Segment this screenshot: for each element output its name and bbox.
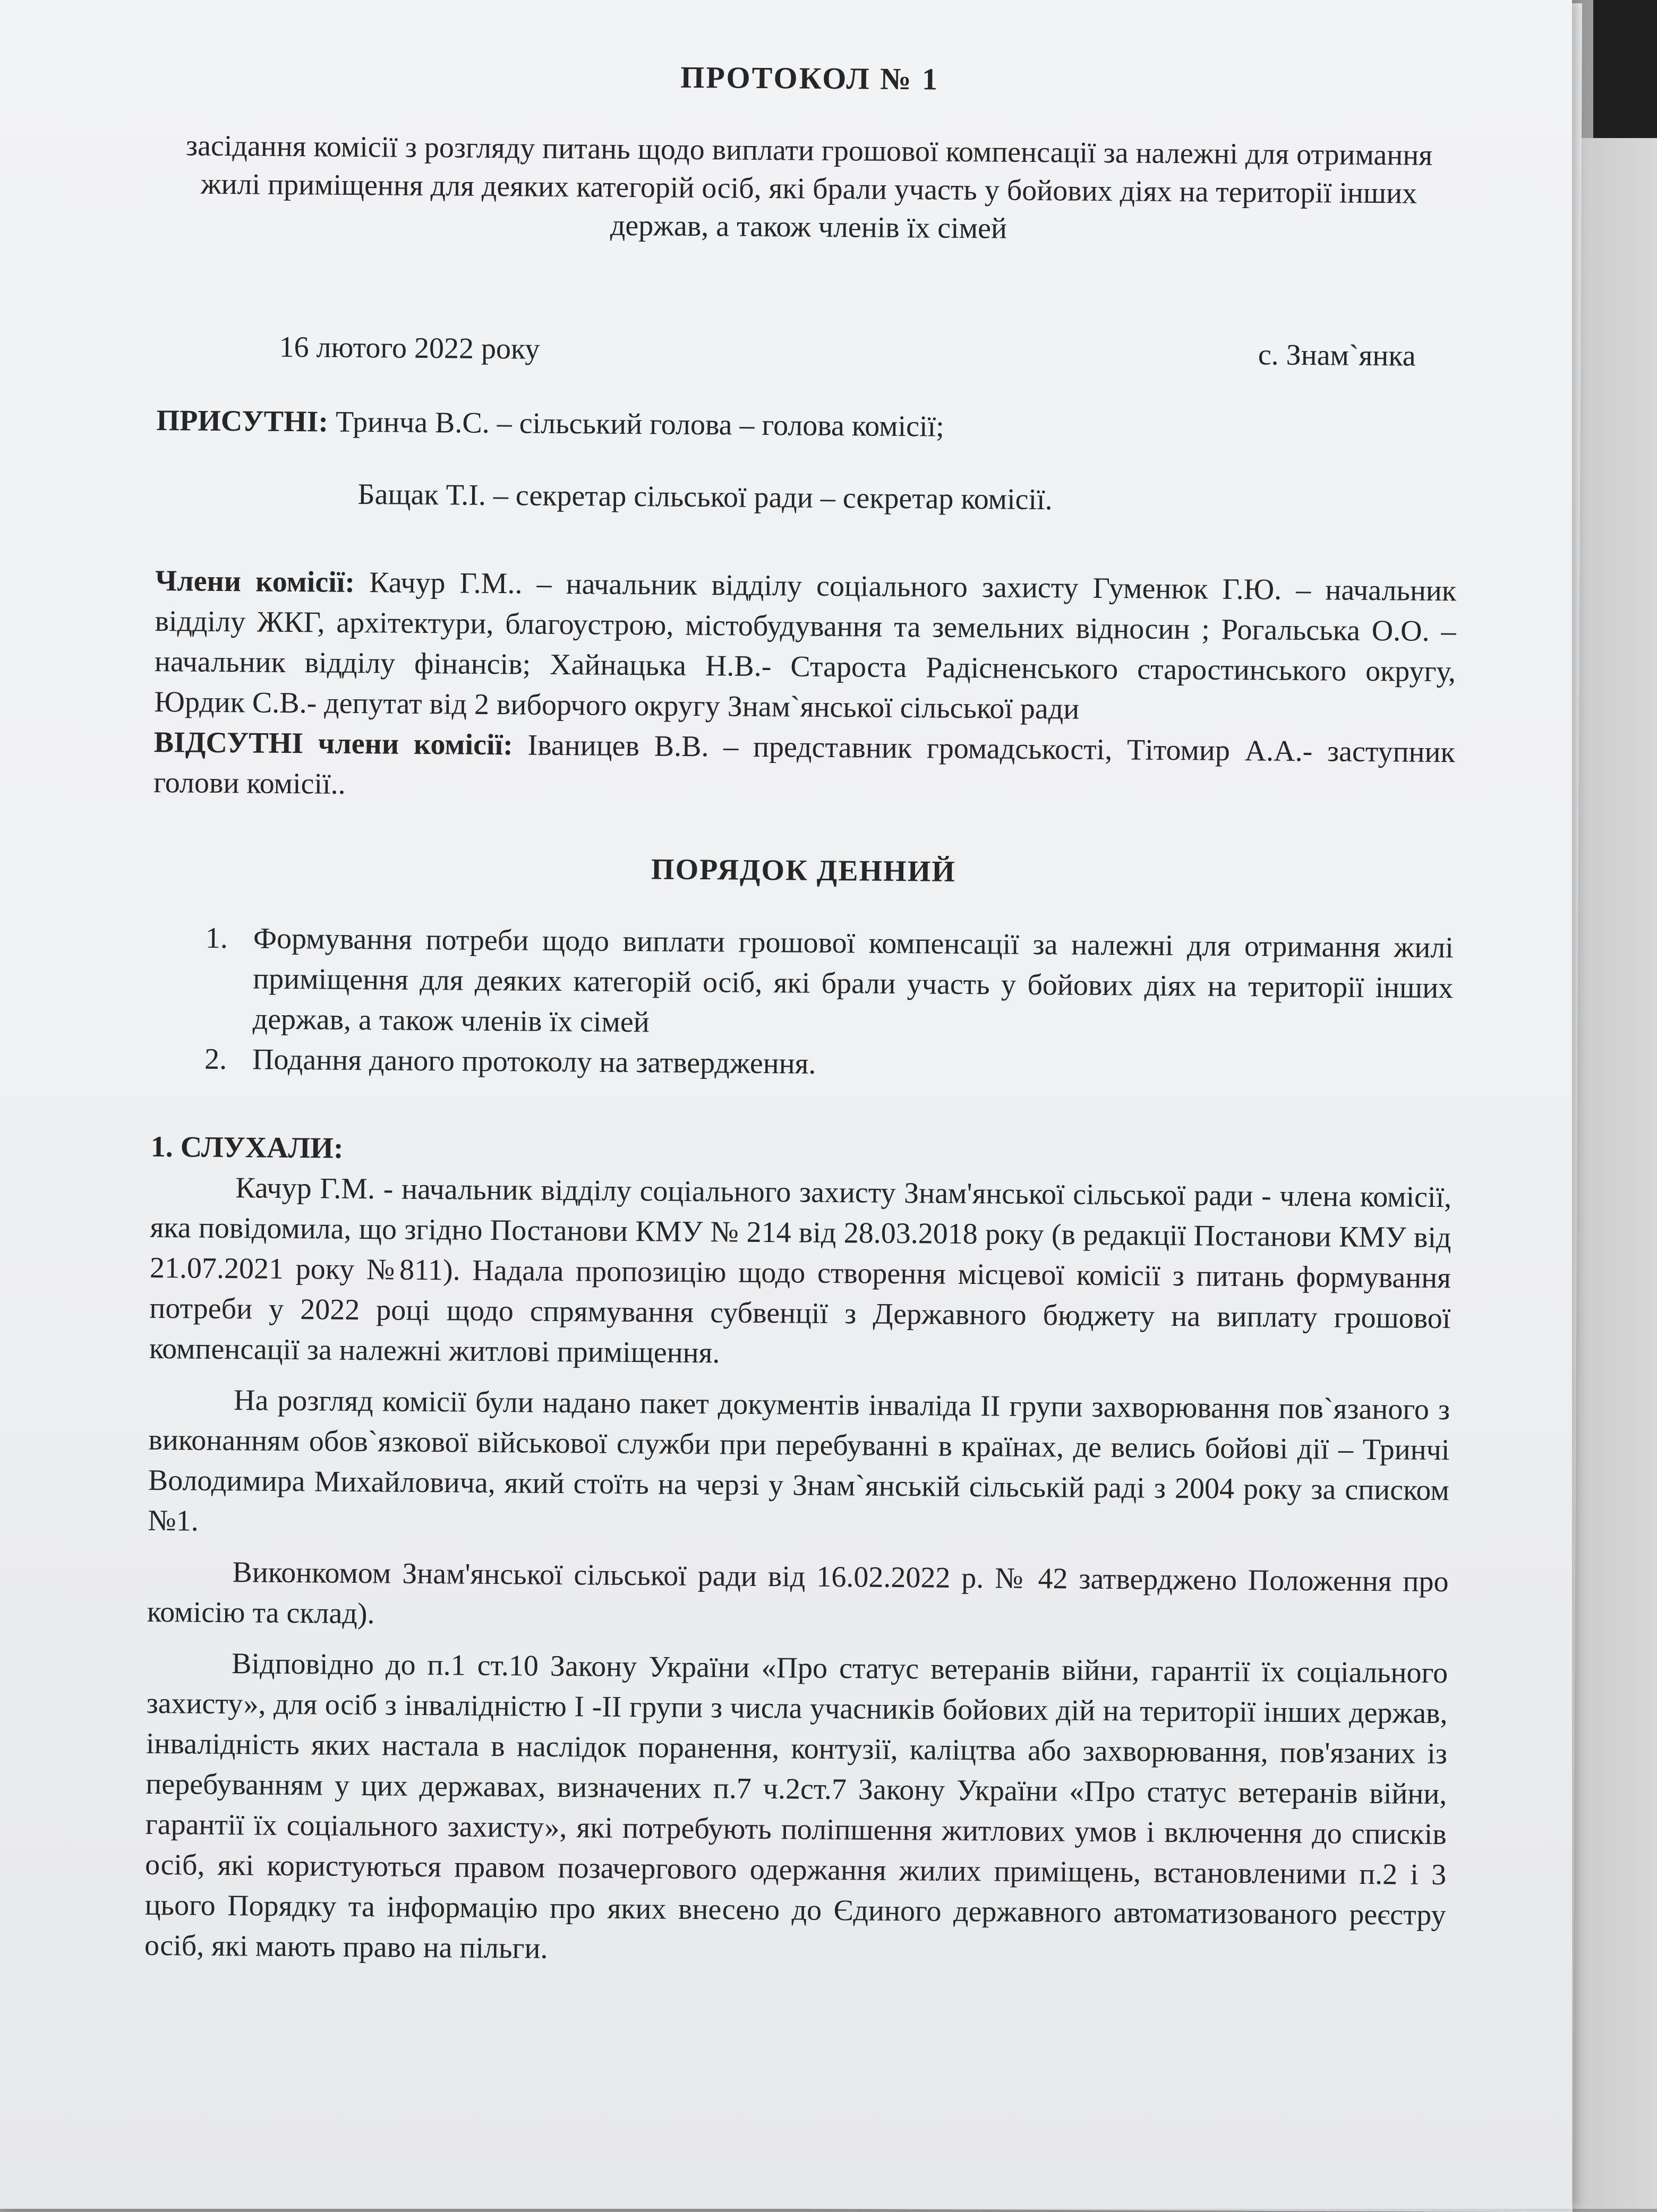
heard-section-title: 1. СЛУХАЛИ:: [150, 1130, 344, 1165]
meeting-date: 16 лютого 2022 року: [279, 330, 540, 366]
agenda-item: [151, 918, 1454, 1049]
date-place-line: [157, 326, 1458, 379]
heard-paragraph: Качур Г.М. - начальник відділу соціального захисту Знам'янської сільської ради - члена комісії, яка повідомила, що згідно Постанови КМУ № 214 від 28.03.2018 року (в редакції Постанови КМУ від 21.07.2021 року №811). Надала пропозицію щодо створення місцевої комісії з питань формування потреби у 2022 році щодо спрямування субвенції з Державного бюджету на виплату грошової компенсації за належні житлові приміщення.: [149, 1171, 1452, 1370]
meeting-place: с. Знам`янка: [1258, 338, 1416, 373]
agenda-item-text: Подання даного протоколу на затвердження.: [252, 1043, 816, 1081]
background-dark-surface: [1593, 0, 1657, 138]
agenda-item-number: 2.: [204, 1042, 227, 1076]
present-label: ПРИСУТНІ:: [156, 404, 329, 439]
absent-text: Іваницев В.В. – представник громадськості, Тітомир А.А.- заступник голови комісії..: [153, 728, 1455, 801]
agenda-item-number: 1.: [205, 921, 228, 955]
present-chair: Тринча В.С. – сільський голова – голова комісії;: [335, 405, 944, 443]
agenda-title: ПОРЯДОК ДЕННИЙ: [651, 853, 956, 888]
document-subtitle: засідання комісії з розгляду питань щодо виплати грошової компенсації за належні для отримання жилі приміщення для деяких категорій осіб, які брали участь у бойових діях на території інших держав, а також членів їх сімей: [185, 129, 1433, 245]
agenda-list: [151, 918, 1454, 1089]
members-label: Члени комісії:: [155, 564, 355, 599]
document-title: ПРОТОКОЛ № 1: [680, 59, 939, 97]
present-line: [156, 400, 1458, 451]
heard-paragraph: На розгляд комісії були надано пакет документів інваліда ІІ групи захворювання пов`язаного з виконанням обов`язкової військової служби при перебуванні в країнах, де велись бойові дії – Тринчі Володимира Михайловича, який стоїть на черзі у Знам`янській сільській раді з 2004 року за списком №1.: [148, 1384, 1450, 1538]
commission-members: [154, 561, 1456, 732]
absent-members: [153, 722, 1455, 813]
present-secretary: Бащак Т.І. – секретар сільської ради – секретар комісії.: [357, 477, 1053, 517]
heard-paragraph: Відповідно до п.1 ст.10 Закону України «Про статус ветеранів війни, гарантії їх соціального захисту», для осіб з інвалідністю І -ІІ групи з числа учасників бойових дій на території інших держав, інвалідність яких настала в наслідок поранення, контузії, каліцтва або захворювання, пов'язаних із перебуванням у цих державах, визначених п.7 ч.2ст.7 Закону України «Про статус ветеранів війни, гарантії їх соціального захисту», які потребують поліпшення житлових умов і включення до списків осіб, які користуються правом позачергового одержання жилих приміщень, встановленими п.2 і 3 цього Порядку та інформацію про яких внесено до Єдиного державного автоматизованого реєстру осіб, які мають право на пільги.: [144, 1647, 1448, 1965]
document-body: [144, 53, 1460, 1976]
members-text: Качур Г.М.. – начальник відділу соціального захисту Гуменюк Г.Ю. – начальник відділу ЖКГ, архітектури, благоустрою, містобудування та земельних відносин ; Рогальська О.О. – начальник відділу фінансів; Хайнацька Н.В.- Староста Радісненського старостинського округу, Юрдик С.В.- депутат від 2 виборчого округу Знам`янської сільської ради: [154, 566, 1457, 726]
heard-paragraph: Виконкомом Знам'янської сільської ради від 16.02.2022 р. № 42 затверджено Положення про комісію та склад).: [147, 1556, 1449, 1631]
absent-label: ВІДСУТНІ члени комісії:: [153, 725, 513, 762]
agenda-item-text: Формування потреби щодо виплати грошової компенсації за належні для отримання жилі приміщення для деяких категорій осіб, які брали участь у бойових діях на території інших держав, а також членів їх сімей: [252, 922, 1454, 1039]
